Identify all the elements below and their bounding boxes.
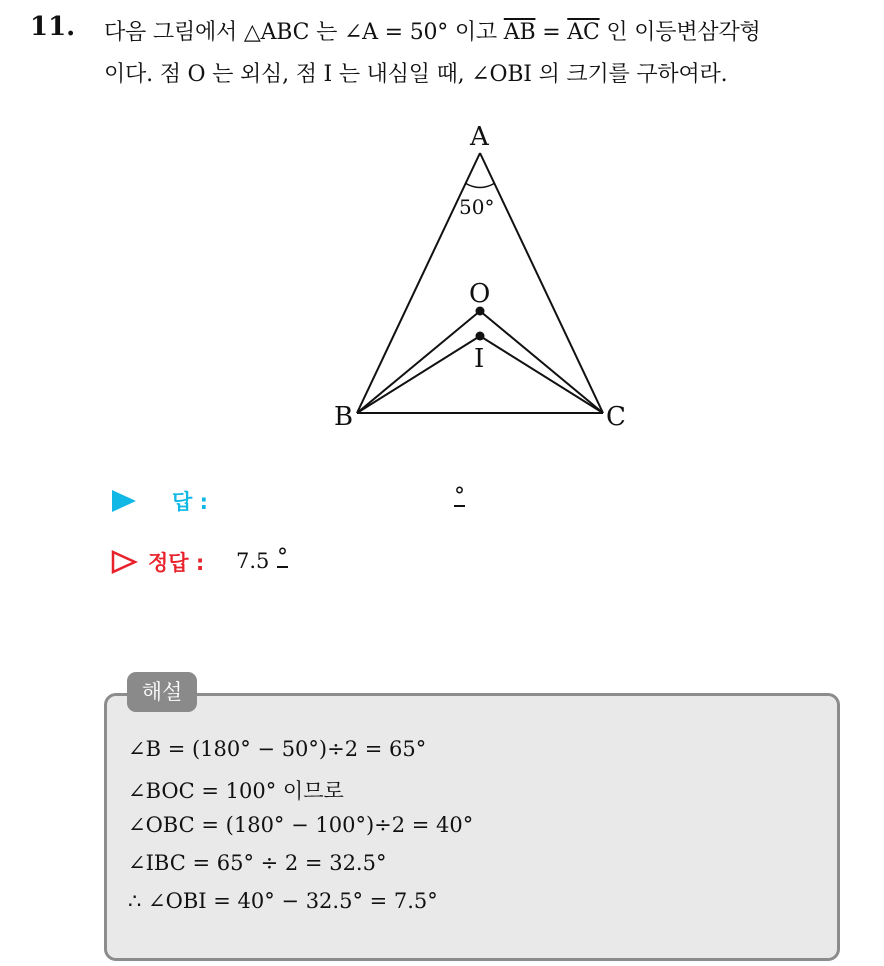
solution-line: ∠BOC = 100° 이므로	[128, 779, 344, 803]
equals-sign: =	[535, 20, 568, 45]
solution-line: ∠OBC = (180° − 100°)÷2 = 40°	[128, 813, 474, 837]
answer-row	[110, 484, 510, 518]
label-a: A	[470, 122, 489, 152]
label-c: C	[606, 402, 626, 432]
segment-ac: $\overline{AC}$	[567, 20, 600, 45]
correct-answer-row	[110, 545, 510, 579]
outline-triangle-icon	[110, 549, 138, 575]
point-i	[476, 332, 485, 341]
angle-arc	[465, 183, 495, 188]
segment-bo	[357, 311, 480, 413]
solution-line: ∴ ∠OBI = 40° − 32.5° = 7.5°	[128, 889, 438, 913]
solution-line: ∠B = (180° − 50°)÷2 = 65°	[128, 737, 427, 761]
segment-co	[480, 311, 603, 413]
play-triangle-icon	[110, 488, 138, 514]
correct-unit: °	[277, 545, 288, 570]
solution-tab: 해설	[127, 672, 197, 712]
question-number: 11.	[30, 12, 76, 42]
triangle-figure	[0, 0, 884, 470]
answer-blank[interactable]: °	[454, 484, 465, 509]
label-i: I	[474, 344, 485, 374]
answer-label: 답 :	[172, 490, 208, 514]
question-line-2: 이다. 점 O 는 외심, 점 I 는 내심일 때, ∠OBI 의 크기를 구하여라.	[104, 62, 728, 87]
angle-label: 50°	[459, 195, 495, 219]
question-text-1: 다음 그림에서 △ABC 는 ∠A = 50° 이고	[104, 20, 504, 45]
label-b: B	[334, 402, 354, 432]
label-o: O	[469, 279, 491, 309]
segment-ab: $\overline{AB}$	[503, 20, 536, 45]
question-text-1-tail: 인 이등변삼각형	[599, 20, 761, 45]
correct-label: 정답 :	[148, 551, 205, 575]
solution-line: ∠IBC = 65° ÷ 2 = 32.5°	[128, 851, 387, 875]
correct-value: 7.5	[236, 549, 270, 573]
